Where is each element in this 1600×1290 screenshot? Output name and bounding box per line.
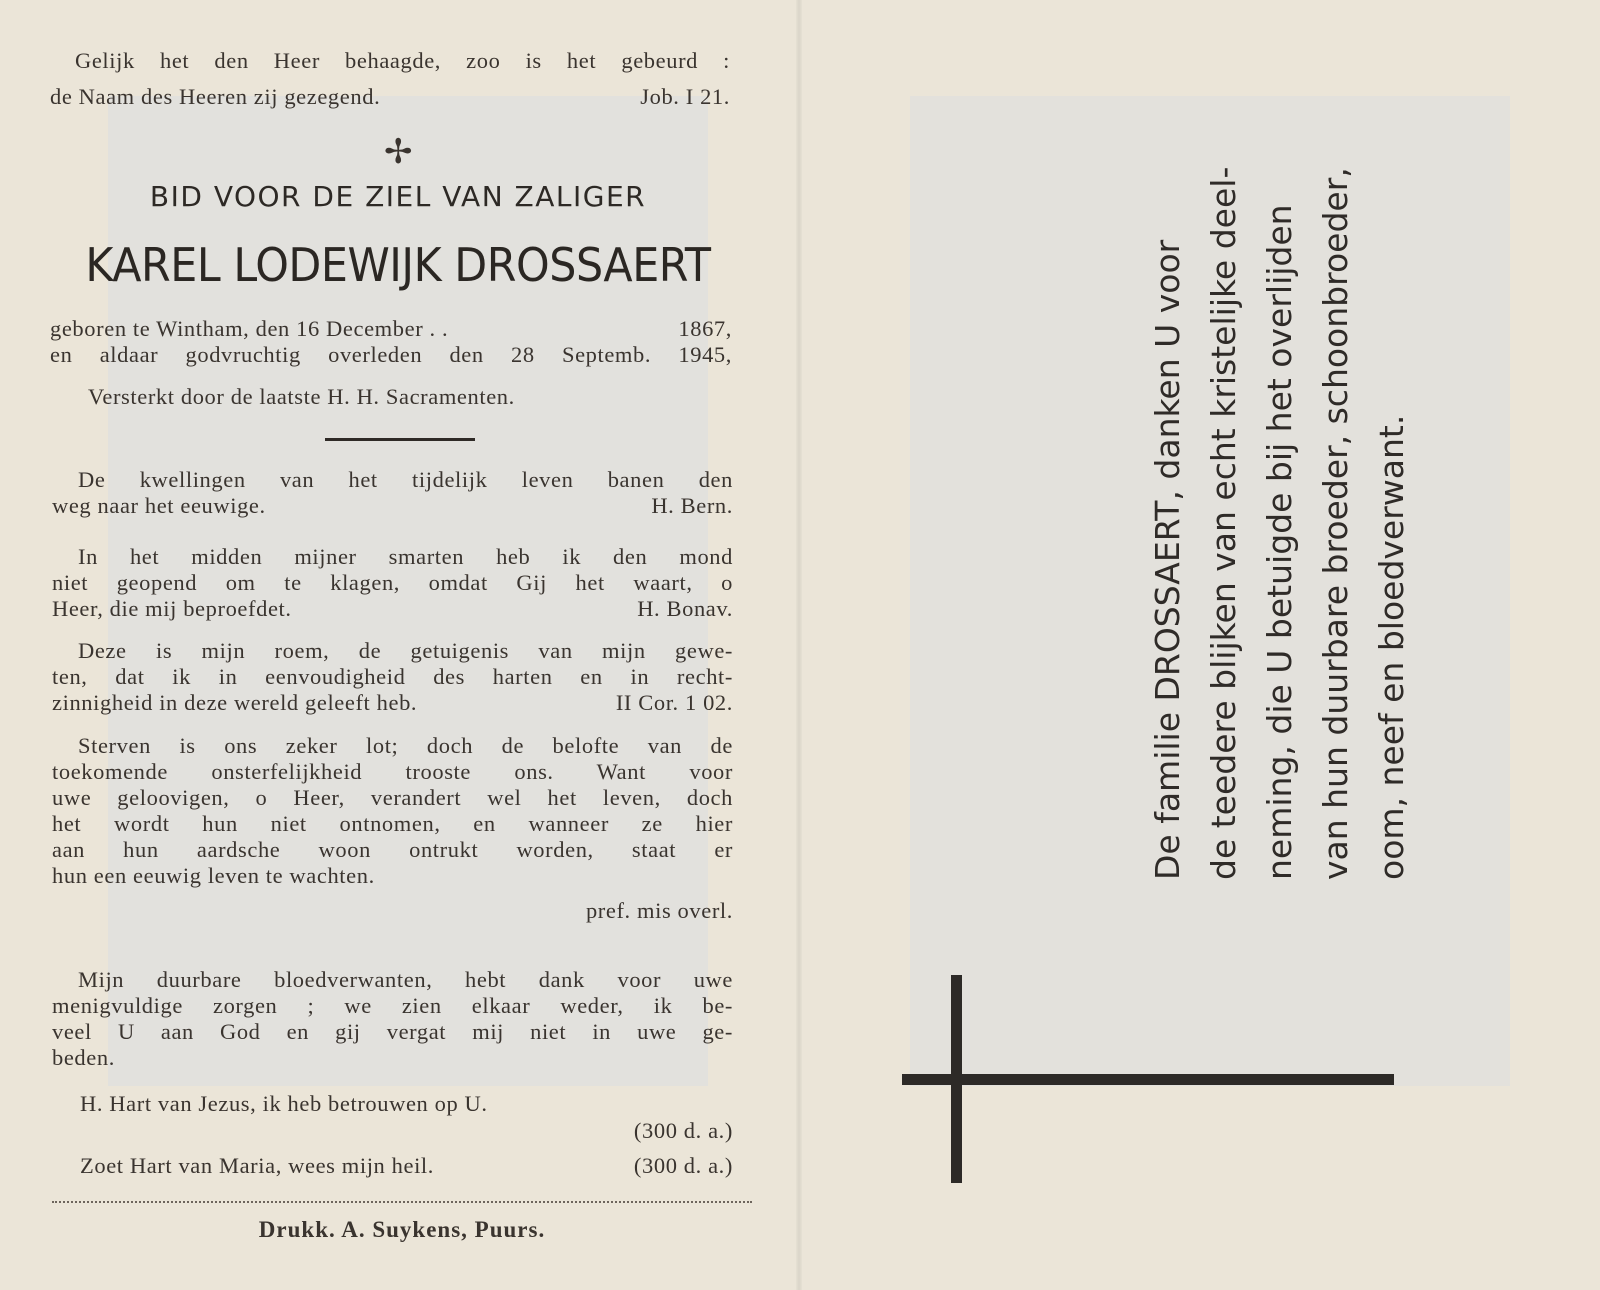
deceased-name: KAREL LODEWIJK DROSSAERT xyxy=(85,238,711,292)
quote3-line1: Deze is mijn roem, de getuigenis van mijn gewe- xyxy=(78,638,733,663)
thanks-line: De familie DROSSAERT, danken U voor xyxy=(1148,239,1187,880)
quote4-reference: pref. mis overl. xyxy=(585,898,733,923)
prayer2-indulgence: (300 d. a.) xyxy=(633,1153,733,1178)
birth-line xyxy=(50,316,732,342)
quote4-line5: aan hun aardsche woon ontrukt worden, staat er xyxy=(52,837,733,862)
epigraph-line-2 xyxy=(50,84,730,110)
quote4-line6: hun een eeuwig leven te wachten. xyxy=(52,863,375,888)
prayer-heading: BID VOOR DE ZIEL VAN ZALIGER xyxy=(149,180,647,213)
prayer2-text: Zoet Hart van Maria, wees mijn heil. xyxy=(80,1153,434,1178)
quote2-line2: niet geopend om te klagen, omdat Gij het waart, o xyxy=(52,570,733,595)
epigraph-reference: Job. I 21. xyxy=(640,84,730,109)
quote2-line1: In het midden mijner smarten heb ik den mond xyxy=(78,544,733,569)
thanks-line: neming, die U betuigde bij het overlijden xyxy=(1260,204,1299,880)
farewell-line4: beden. xyxy=(52,1045,115,1070)
cross-icon: ✢ xyxy=(384,132,413,172)
farewell-line2: menigvuldige zorgen ; we zien elkaar weder, ik be- xyxy=(52,993,733,1018)
prayer2-line xyxy=(80,1153,733,1179)
quote1-text: weg naar het eeuwige. xyxy=(52,493,266,518)
farewell-line3: veel U aan God en gij vergat mij niet in uwe ge- xyxy=(52,1019,733,1044)
death-line: en aldaar godvruchtig overleden den 28 Septemb. 1945, xyxy=(50,342,732,367)
sacraments-line: Versterkt door de laatste H. H. Sacramenten. xyxy=(88,384,515,409)
birth-text: geboren te Wintham, den 16 December . . xyxy=(50,316,449,341)
thanks-line: van hun duurbare broeder, schoonbroeder, xyxy=(1316,167,1355,880)
left-page xyxy=(0,0,796,1290)
quote3-reference: II Cor. 1 02. xyxy=(615,690,733,715)
quote2-reference: H. Bonav. xyxy=(637,596,733,621)
quote1-line1: De kwellingen van het tijdelijk leven banen den xyxy=(78,467,733,492)
printer-imprint: Drukk. A. Suykens, Puurs. xyxy=(258,1217,546,1242)
prayer1-text: H. Hart van Jezus, ik heb betrouwen op U. xyxy=(80,1091,488,1116)
quote3-text: zinnigheid in deze wereld geleeft heb. xyxy=(52,690,418,715)
quote3-line3 xyxy=(52,690,733,716)
dotted-separator xyxy=(52,1201,752,1203)
thanks-line: de teedere blijken van echt kristelijke deel- xyxy=(1204,166,1243,880)
mourning-cross-horizontal xyxy=(902,1074,1394,1085)
quote4-line2: toekomende onsterfelijkheid trooste ons. Want voor xyxy=(52,759,733,784)
quote2-text: Heer, die mij beproefdet. xyxy=(52,596,292,621)
divider-rule xyxy=(325,438,475,441)
epigraph-text: de Naam des Heeren zij gezegend. xyxy=(50,84,381,109)
quote4-line3: uwe geloovigen, o Heer, verandert wel het leven, doch xyxy=(52,785,733,810)
epigraph-line-1: Gelijk het den Heer behaagde, zoo is het gebeurd : xyxy=(75,48,730,73)
birth-year: 1867, xyxy=(678,316,732,341)
quote1-line2 xyxy=(52,493,733,519)
quote4-line4: het wordt hun niet ontnomen, en wanneer ze hier xyxy=(52,811,733,836)
prayer1-indulgence: (300 d. a.) xyxy=(633,1118,733,1143)
quote4-line1: Sterven is ons zeker lot; doch de belofte van de xyxy=(78,733,733,758)
farewell-line1: Mijn duurbare bloedverwanten, hebt dank voor uwe xyxy=(78,967,733,992)
thanks-line: oom, neef en bloedverwant. xyxy=(1372,414,1411,880)
thanks-text xyxy=(1140,120,1420,880)
quote2-line3 xyxy=(52,596,733,622)
quote3-line2: ten, dat ik in eenvoudigheid des harten en in recht- xyxy=(52,664,733,689)
quote1-reference: H. Bern. xyxy=(651,493,733,518)
